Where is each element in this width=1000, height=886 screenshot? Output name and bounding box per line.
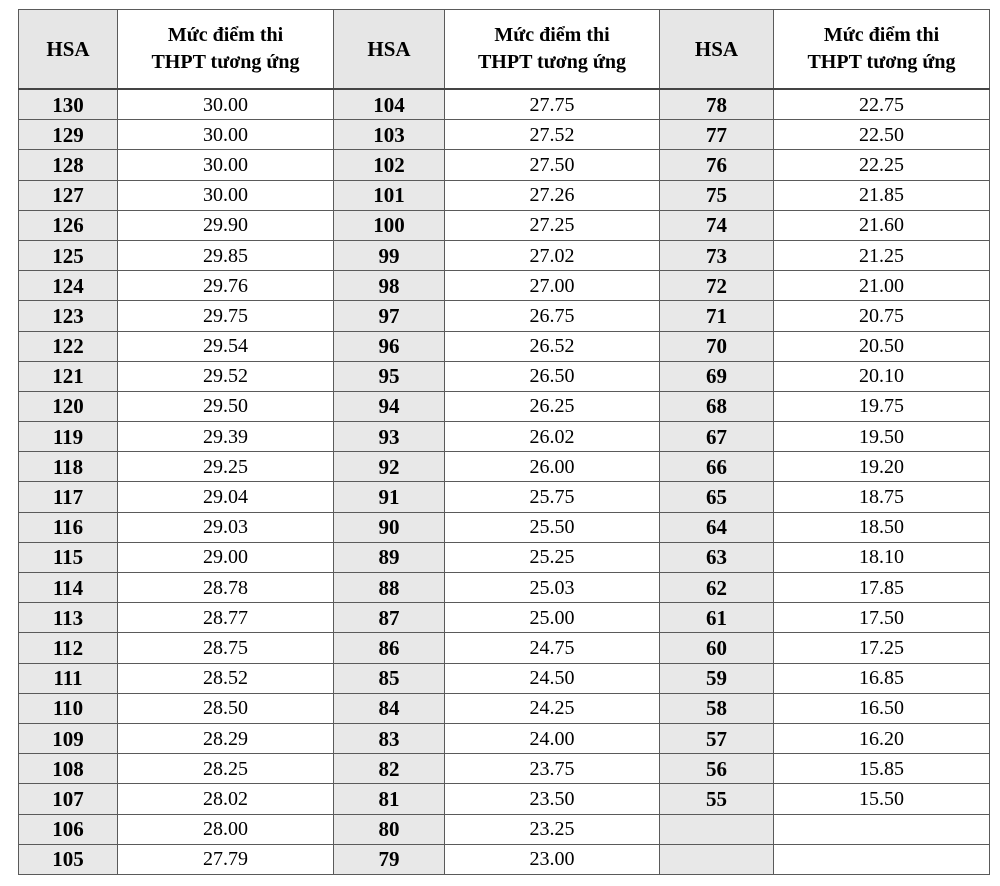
thpt-score-cell: 25.03: [445, 573, 660, 603]
thpt-score-cell: 18.10: [774, 542, 990, 572]
table-row: [19, 814, 990, 844]
thpt-score-cell: 22.75: [774, 89, 990, 120]
hsa-score-cell: 68: [660, 391, 774, 421]
thpt-score-cell: 26.75: [445, 301, 660, 331]
hsa-score-cell: 116: [19, 512, 118, 542]
table-row: [19, 784, 990, 814]
thpt-score-cell: 28.52: [118, 663, 334, 693]
thpt-score-cell: 29.54: [118, 331, 334, 361]
header-row: [19, 10, 990, 90]
hsa-conversion-table: [18, 9, 990, 875]
hsa-score-cell: 114: [19, 573, 118, 603]
thpt-score-cell: 26.50: [445, 361, 660, 391]
hsa-score-cell: 70: [660, 331, 774, 361]
thpt-score-cell: 28.75: [118, 633, 334, 663]
hsa-score-cell: 120: [19, 391, 118, 421]
thpt-score-cell: 30.00: [118, 150, 334, 180]
thpt-score-cell: 29.85: [118, 240, 334, 270]
thpt-score-cell: 27.50: [445, 150, 660, 180]
hsa-score-cell: 71: [660, 301, 774, 331]
hsa-score-cell: 78: [660, 89, 774, 120]
hsa-score-cell: 55: [660, 784, 774, 814]
thpt-score-cell: 21.25: [774, 240, 990, 270]
table-row: [19, 89, 990, 120]
hsa-score-cell: 87: [334, 603, 445, 633]
thpt-score-cell: 21.85: [774, 180, 990, 210]
thpt-score-cell: 22.50: [774, 120, 990, 150]
thpt-score-cell: 24.25: [445, 693, 660, 723]
table-row: [19, 422, 990, 452]
thpt-score-cell: 30.00: [118, 89, 334, 120]
hsa-score-cell: 102: [334, 150, 445, 180]
thpt-score-cell: 29.00: [118, 542, 334, 572]
thpt-score-cell: 29.25: [118, 452, 334, 482]
hsa-score-cell: 92: [334, 452, 445, 482]
table-row: [19, 693, 990, 723]
hsa-score-cell: 108: [19, 754, 118, 784]
table-row: [19, 723, 990, 753]
thpt-score-cell: 28.50: [118, 693, 334, 723]
table-row: [19, 150, 990, 180]
hsa-score-cell: 65: [660, 482, 774, 512]
hsa-score-cell: 110: [19, 693, 118, 723]
table-row: [19, 240, 990, 270]
table-row: [19, 573, 990, 603]
hsa-score-cell: 73: [660, 240, 774, 270]
hsa-score-cell: 124: [19, 271, 118, 301]
hsa-score-cell: 63: [660, 542, 774, 572]
hsa-score-cell: 107: [19, 784, 118, 814]
hsa-score-cell: 99: [334, 240, 445, 270]
table-body: [19, 89, 990, 874]
hsa-score-cell: 59: [660, 663, 774, 693]
thpt-score-cell: 23.50: [445, 784, 660, 814]
hsa-score-cell: 80: [334, 814, 445, 844]
hsa-score-cell: 113: [19, 603, 118, 633]
thpt-score-cell: 20.10: [774, 361, 990, 391]
hsa-score-cell: 84: [334, 693, 445, 723]
hsa-score-cell: 126: [19, 210, 118, 240]
hsa-score-cell: 129: [19, 120, 118, 150]
hsa-score-cell: 128: [19, 150, 118, 180]
thpt-score-cell: 16.20: [774, 723, 990, 753]
thpt-score-cell: 24.75: [445, 633, 660, 663]
thpt-score-cell: 28.77: [118, 603, 334, 633]
hsa-score-cell: 127: [19, 180, 118, 210]
thpt-score-cell: 23.75: [445, 754, 660, 784]
hsa-score-cell: 103: [334, 120, 445, 150]
hsa-score-cell: 117: [19, 482, 118, 512]
header-score: [445, 10, 660, 90]
hsa-score-cell: 106: [19, 814, 118, 844]
thpt-score-cell: 27.79: [118, 844, 334, 874]
hsa-score-cell: 67: [660, 422, 774, 452]
thpt-score-cell: 17.25: [774, 633, 990, 663]
thpt-score-cell: 26.52: [445, 331, 660, 361]
thpt-score-cell: 29.52: [118, 361, 334, 391]
hsa-score-cell: 123: [19, 301, 118, 331]
hsa-score-cell: 93: [334, 422, 445, 452]
hsa-score-cell: 115: [19, 542, 118, 572]
thpt-score-cell: 26.02: [445, 422, 660, 452]
hsa-score-cell: 98: [334, 271, 445, 301]
header-score-line1: Mức điểm thi: [167, 24, 284, 46]
thpt-score-cell: 29.39: [118, 422, 334, 452]
thpt-score-cell: 27.00: [445, 271, 660, 301]
thpt-score-cell: 26.00: [445, 452, 660, 482]
thpt-score-cell: 30.00: [118, 180, 334, 210]
thpt-score-cell: 27.52: [445, 120, 660, 150]
hsa-score-cell: 91: [334, 482, 445, 512]
thpt-score-cell: 29.90: [118, 210, 334, 240]
hsa-score-cell: 76: [660, 150, 774, 180]
hsa-score-cell: 101: [334, 180, 445, 210]
thpt-score-cell: 19.20: [774, 452, 990, 482]
table-row: [19, 663, 990, 693]
hsa-score-cell: 105: [19, 844, 118, 874]
thpt-score-cell: 22.25: [774, 150, 990, 180]
hsa-score-cell: 69: [660, 361, 774, 391]
thpt-score-cell: 29.75: [118, 301, 334, 331]
table-row: [19, 331, 990, 361]
table-row: [19, 754, 990, 784]
hsa-score-cell: 77: [660, 120, 774, 150]
header-score-line2: THPT tương ứng: [477, 51, 627, 73]
hsa-score-cell: [660, 814, 774, 844]
table-row: [19, 361, 990, 391]
thpt-score-cell: 16.85: [774, 663, 990, 693]
thpt-score-cell: 20.50: [774, 331, 990, 361]
hsa-score-cell: 112: [19, 633, 118, 663]
thpt-score-cell: 29.76: [118, 271, 334, 301]
hsa-score-cell: 85: [334, 663, 445, 693]
thpt-score-cell: 25.75: [445, 482, 660, 512]
thpt-score-cell: 27.75: [445, 89, 660, 120]
thpt-score-cell: 20.75: [774, 301, 990, 331]
thpt-score-cell: 15.85: [774, 754, 990, 784]
hsa-score-cell: 100: [334, 210, 445, 240]
hsa-score-cell: 104: [334, 89, 445, 120]
hsa-score-cell: 96: [334, 331, 445, 361]
thpt-score-cell: 23.25: [445, 814, 660, 844]
thpt-score-cell: 29.03: [118, 512, 334, 542]
hsa-score-cell: 62: [660, 573, 774, 603]
table-row: [19, 512, 990, 542]
thpt-score-cell: 16.50: [774, 693, 990, 723]
thpt-score-cell: 25.25: [445, 542, 660, 572]
table-row: [19, 452, 990, 482]
hsa-score-cell: 83: [334, 723, 445, 753]
thpt-score-cell: 18.75: [774, 482, 990, 512]
thpt-score-cell: [774, 814, 990, 844]
hsa-score-cell: 86: [334, 633, 445, 663]
table-row: [19, 271, 990, 301]
header-hsa: HSA: [334, 10, 445, 90]
table-row: [19, 301, 990, 331]
table-header: [19, 10, 990, 90]
thpt-score-cell: 23.00: [445, 844, 660, 874]
thpt-score-cell: 21.60: [774, 210, 990, 240]
table-row: [19, 542, 990, 572]
thpt-score-cell: 28.00: [118, 814, 334, 844]
table-row: [19, 391, 990, 421]
thpt-score-cell: 29.50: [118, 391, 334, 421]
hsa-score-cell: 81: [334, 784, 445, 814]
hsa-score-cell: 56: [660, 754, 774, 784]
thpt-score-cell: 27.02: [445, 240, 660, 270]
hsa-score-cell: 88: [334, 573, 445, 603]
thpt-score-cell: 25.00: [445, 603, 660, 633]
hsa-score-cell: 111: [19, 663, 118, 693]
thpt-score-cell: 24.50: [445, 663, 660, 693]
hsa-score-cell: 58: [660, 693, 774, 723]
table-row: [19, 603, 990, 633]
thpt-score-cell: 17.50: [774, 603, 990, 633]
hsa-score-cell: [660, 844, 774, 874]
hsa-score-cell: 94: [334, 391, 445, 421]
hsa-score-cell: 109: [19, 723, 118, 753]
hsa-score-cell: 61: [660, 603, 774, 633]
header-score-line1: Mức điểm thi: [823, 24, 940, 46]
hsa-score-cell: 74: [660, 210, 774, 240]
thpt-score-cell: 15.50: [774, 784, 990, 814]
header-score-line2: THPT tương ứng: [151, 51, 300, 73]
thpt-score-cell: 19.75: [774, 391, 990, 421]
hsa-score-cell: 72: [660, 271, 774, 301]
hsa-score-cell: 118: [19, 452, 118, 482]
thpt-score-cell: 18.50: [774, 512, 990, 542]
thpt-score-cell: 19.50: [774, 422, 990, 452]
thpt-score-cell: 25.50: [445, 512, 660, 542]
header-hsa: HSA: [660, 10, 774, 90]
table-row: [19, 633, 990, 663]
hsa-score-cell: 95: [334, 361, 445, 391]
hsa-score-cell: 119: [19, 422, 118, 452]
thpt-score-cell: 17.85: [774, 573, 990, 603]
table-row: [19, 120, 990, 150]
header-score: [118, 10, 334, 90]
table-row: [19, 210, 990, 240]
thpt-score-cell: 21.00: [774, 271, 990, 301]
header-score-line1: Mức điểm thi: [494, 24, 610, 46]
hsa-score-cell: 89: [334, 542, 445, 572]
thpt-score-cell: [774, 844, 990, 874]
hsa-score-cell: 79: [334, 844, 445, 874]
thpt-score-cell: 28.78: [118, 573, 334, 603]
hsa-score-cell: 82: [334, 754, 445, 784]
hsa-score-cell: 66: [660, 452, 774, 482]
hsa-score-cell: 75: [660, 180, 774, 210]
thpt-score-cell: 28.02: [118, 784, 334, 814]
thpt-score-cell: 29.04: [118, 482, 334, 512]
table-row: [19, 844, 990, 874]
hsa-score-cell: 121: [19, 361, 118, 391]
hsa-score-cell: 57: [660, 723, 774, 753]
thpt-score-cell: 27.26: [445, 180, 660, 210]
hsa-score-cell: 64: [660, 512, 774, 542]
thpt-score-cell: 28.29: [118, 723, 334, 753]
thpt-score-cell: 30.00: [118, 120, 334, 150]
hsa-score-cell: 125: [19, 240, 118, 270]
thpt-score-cell: 24.00: [445, 723, 660, 753]
table-row: [19, 180, 990, 210]
header-score-line2: THPT tương ứng: [807, 51, 956, 73]
header-score: [774, 10, 990, 90]
thpt-score-cell: 27.25: [445, 210, 660, 240]
header-hsa: HSA: [19, 10, 118, 90]
hsa-score-cell: 130: [19, 89, 118, 120]
thpt-score-cell: 26.25: [445, 391, 660, 421]
hsa-score-cell: 122: [19, 331, 118, 361]
thpt-score-cell: 28.25: [118, 754, 334, 784]
hsa-score-cell: 90: [334, 512, 445, 542]
table-row: [19, 482, 990, 512]
hsa-score-cell: 60: [660, 633, 774, 663]
hsa-score-cell: 97: [334, 301, 445, 331]
